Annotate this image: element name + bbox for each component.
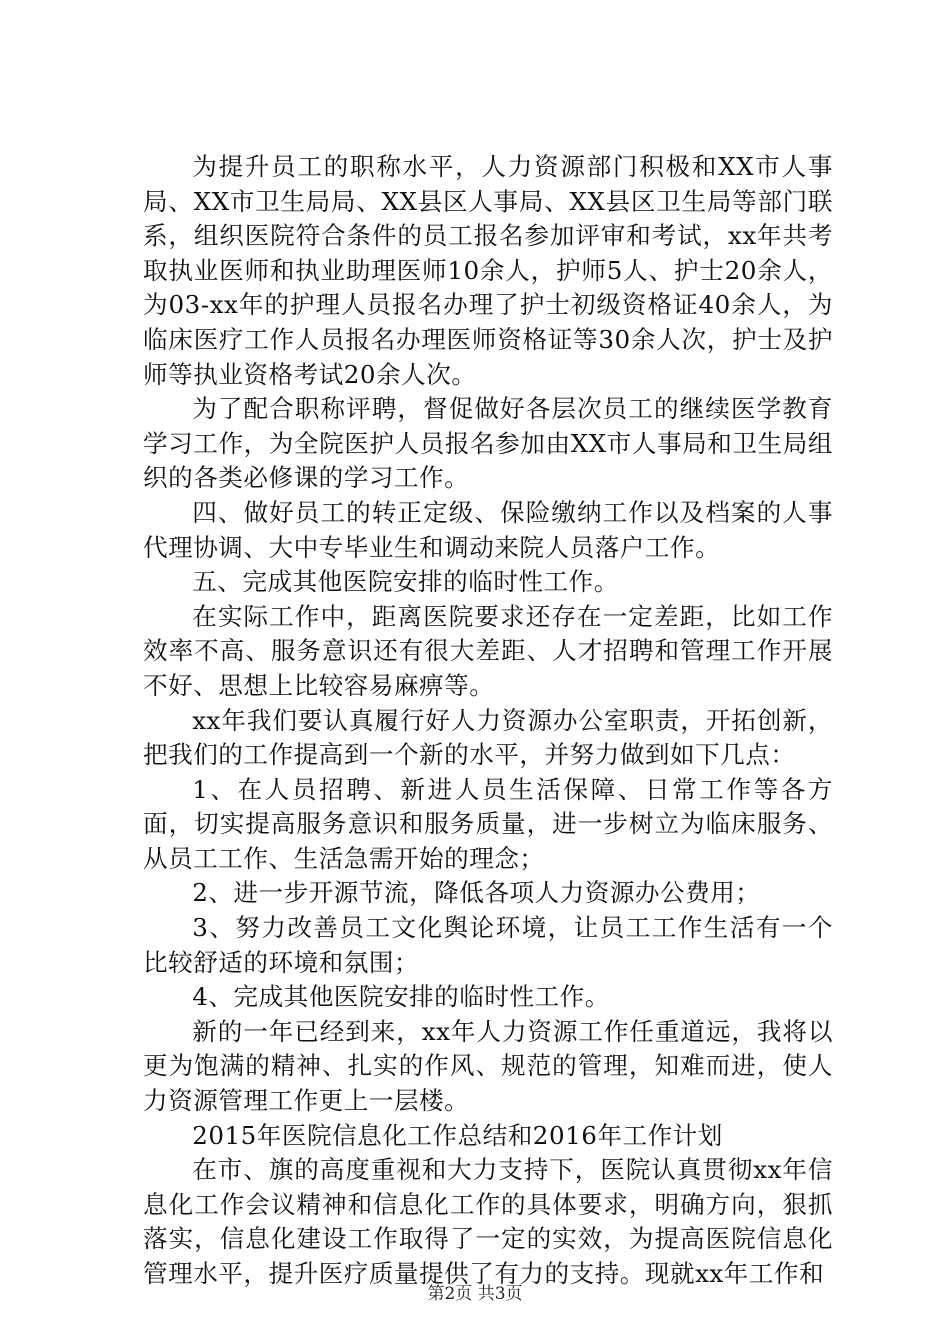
paragraph: 为了配合职称评聘，督促做好各层次员工的继续医学教育学习工作，为全院医护人员报名参加由XX市人事局和卫生局组织的各类必修课的学习工作。 [143,394,833,493]
paragraph: 为提升员工的职称水平，人力资源部门积极和XX市人事局、XX市卫生局局、XX县区人事局、XX县区卫生局等部门联系，组织医院符合条件的员工报名参加评审和考试，xx年共考取执业医师和执业助理医师10余人，护师5人、护士20余人，为03-xx年的护理人员报名办理了护士初级资格证40余人，为临床医疗工作人员报名办理医师资格证等30余人次，护士及护师等执业资格考试20余人次。 [143,152,833,389]
list-item: 3、努力改善员工文化舆论环境，让员工工作生活有一个比较舒适的环境和氛围； [143,913,833,977]
section-heading: 2015年医院信息化工作总结和2016年工作计划 [192,1120,723,1150]
paragraph: xx年我们要认真履行好人力资源办公室职责，开拓创新，把我们的工作提高到一个新的水平，并努力做到如下几点： [143,705,833,770]
list-item: 1、在人员招聘、新进人员生活保障、日常工作等各方面，切实提高服务意识和服务质量，进一步树立为临床服务、从员工工作、生活急需开始的理念； [143,774,833,873]
paragraph: 五、完成其他医院安排的临时性工作。 [192,567,619,597]
document-body [143,150,833,1292]
page-number-footer: 第2页 共3页 [427,1284,523,1304]
list-item: 4、完成其他医院安排的临时性工作。 [192,982,610,1012]
paragraph: 在市、旗的高度重视和大力支持下，医院认真贯彻xx年信息化工作会议精神和信息化工作的具体要求，明确方向，狠抓落实，信息化建设工作取得了一定的实效，为提高医院信息化管理水平，提升医疗质量提供了有力的支持。现就xx年工作和 [143,1155,833,1288]
paragraph: 四、做好员工的转正定级、保险缴纳工作以及档案的人事代理协调、大中专毕业生和调动来院人员落户工作。 [143,497,833,562]
paragraph: 在实际工作中，距离医院要求还存在一定差距，比如工作效率不高、服务意识还有很大差距、人才招聘和管理工作开展不好、思想上比较容易麻痹等。 [143,601,833,700]
paragraph: 新的一年已经到来，xx年人力资源工作任重道远，我将以更为饱满的精神、扎实的作风、规范的管理，知难而进，使人力资源管理工作更上一层楼。 [143,1016,833,1116]
list-item: 2、进一步开源节流，降低各项人力资源办公费用； [192,878,761,908]
